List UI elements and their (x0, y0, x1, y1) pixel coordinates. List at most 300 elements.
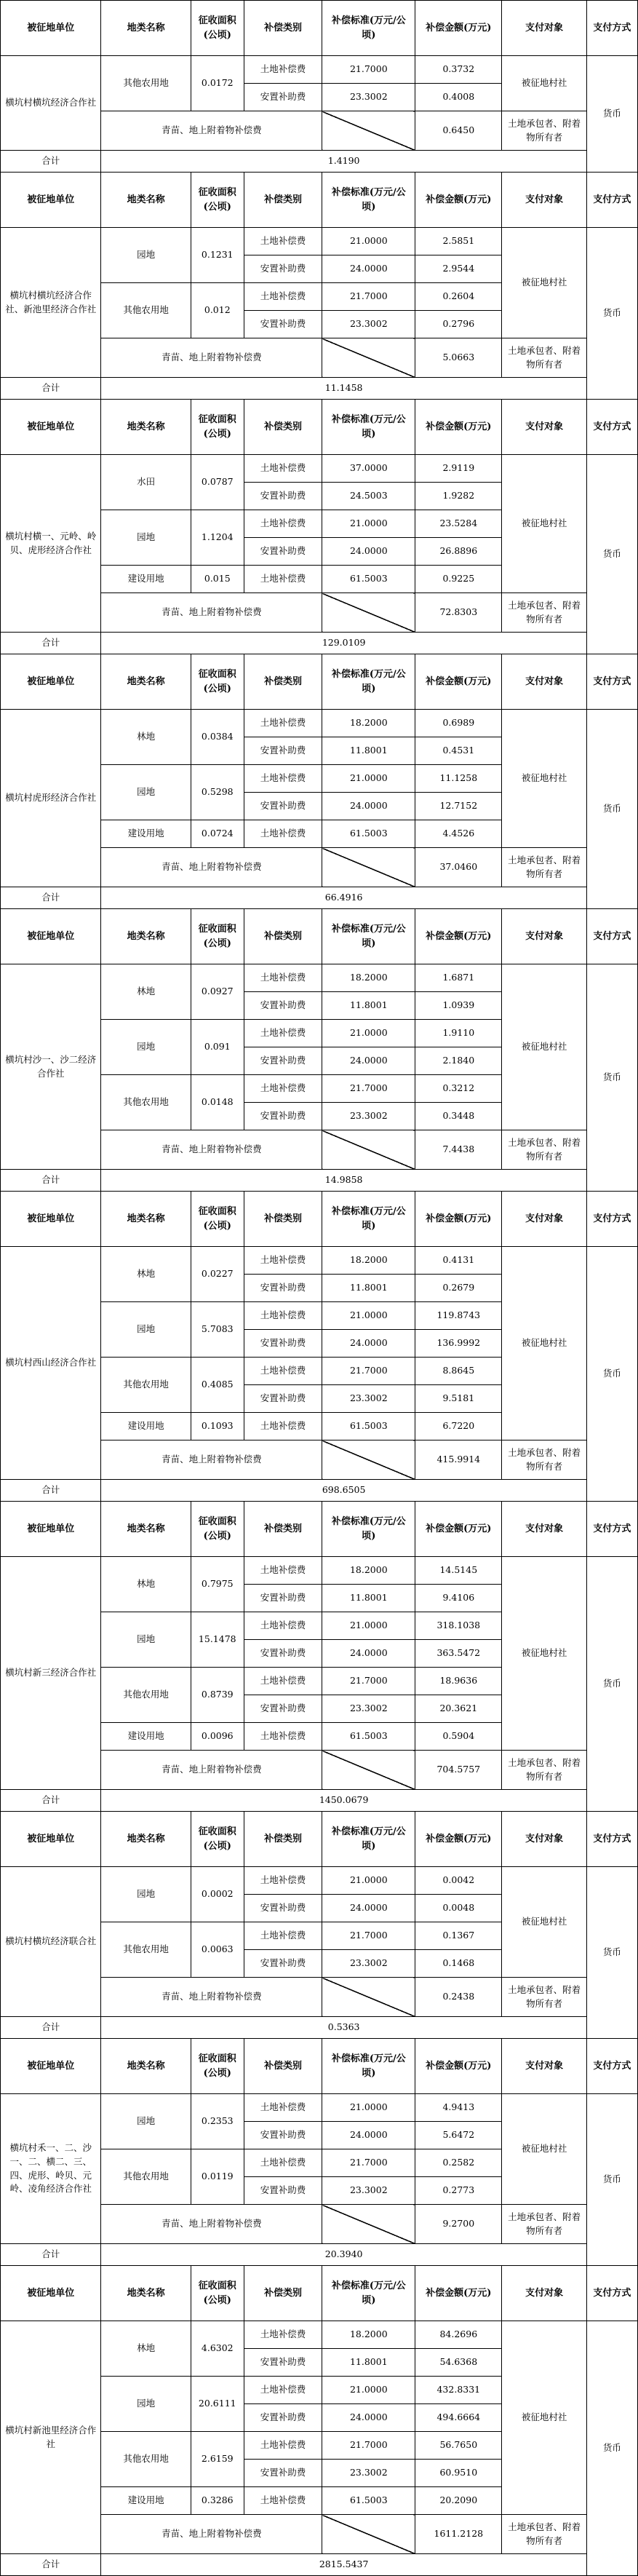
compensation-table-section (0, 2265, 638, 2576)
amount-cell: 23.5284 (415, 510, 502, 538)
standard-cell: 24.0000 (322, 255, 415, 283)
land-type-cell: 林地 (101, 2321, 191, 2377)
amount-cell: 0.2679 (415, 1275, 502, 1302)
header-row (1, 2266, 638, 2321)
area-cell: 0.091 (191, 1020, 244, 1075)
amount-cell: 1.0939 (415, 992, 502, 1020)
amount-cell: 363.5472 (415, 1640, 502, 1668)
standard-cell: 61.5003 (322, 820, 415, 848)
land-type-cell: 林地 (101, 1247, 191, 1302)
standard-cell: 21.0000 (322, 1867, 415, 1895)
unit-cell: 横坑村新三经济合作社 (1, 1557, 101, 1790)
amount-cell: 9.5181 (415, 1385, 502, 1413)
qingmiao-payee-cell: 土地承包者、附着物所有者 (502, 1751, 587, 1790)
column-header: 支付方式 (586, 1502, 637, 1557)
column-header: 被征地单位 (1, 2266, 101, 2321)
table-row (1, 1247, 638, 1275)
header-row (1, 400, 638, 455)
area-cell: 0.8739 (191, 1668, 244, 1723)
standard-cell: 21.7000 (322, 1668, 415, 1695)
area-cell: 15.1478 (191, 1612, 244, 1668)
column-header: 补偿类别 (244, 1, 322, 56)
amount-cell: 0.4008 (415, 84, 502, 111)
standard-cell: 11.8001 (322, 992, 415, 1020)
standard-cell: 21.0000 (322, 1612, 415, 1640)
area-cell: 4.6302 (191, 2321, 244, 2377)
category-cell: 土地补偿费 (244, 820, 322, 848)
amount-cell: 20.3621 (415, 1695, 502, 1723)
category-cell: 土地补偿费 (244, 566, 322, 593)
land-type-cell: 其他农用地 (101, 2432, 191, 2487)
category-cell: 土地补偿费 (244, 1557, 322, 1585)
column-header: 支付方式 (586, 654, 637, 710)
diagonal-slash-cell (322, 1978, 415, 2017)
total-label-cell: 合计 (1, 633, 101, 654)
standard-cell: 11.8001 (322, 2349, 415, 2377)
total-row (1, 151, 638, 173)
amount-cell: 0.2773 (415, 2177, 502, 2205)
area-cell: 0.0724 (191, 820, 244, 848)
unit-cell: 横坑村新池里经济合作社 (1, 2321, 101, 2554)
header-row (1, 173, 638, 228)
column-header: 补偿类别 (244, 2266, 322, 2321)
compensation-table-section (0, 172, 638, 400)
total-amount-cell: 66.4916 (101, 887, 586, 909)
table-row (1, 228, 638, 255)
column-header: 支付方式 (586, 909, 637, 964)
land-type-cell: 其他农用地 (101, 1668, 191, 1723)
qingmiao-label-cell: 青苗、地上附着物补偿费 (101, 111, 322, 151)
unit-cell: 横坑村西山经济合作社 (1, 1247, 101, 1480)
category-cell: 土地补偿费 (244, 1302, 322, 1330)
amount-cell: 0.3448 (415, 1103, 502, 1130)
area-cell: 0.0096 (191, 1723, 244, 1751)
area-cell: 0.0119 (191, 2149, 244, 2205)
standard-cell: 11.8001 (322, 737, 415, 765)
standard-cell: 24.0000 (322, 1330, 415, 1358)
column-header: 支付方式 (586, 1, 637, 56)
land-type-cell: 园地 (101, 228, 191, 283)
column-header: 支付对象 (502, 1192, 587, 1247)
land-type-cell: 建设用地 (101, 1723, 191, 1751)
qingmiao-payee-cell: 土地承包者、附着物所有者 (502, 1978, 587, 2017)
category-cell: 土地补偿费 (244, 455, 322, 483)
column-header: 被征地单位 (1, 2039, 101, 2094)
qingmiao-label-cell: 青苗、地上附着物补偿费 (101, 2205, 322, 2244)
table-row (1, 2094, 638, 2122)
total-amount-cell: 2815.5437 (101, 2554, 586, 2576)
column-header: 地类名称 (101, 400, 191, 455)
qingmiao-payee-cell: 土地承包者、附着物所有者 (502, 2205, 587, 2244)
land-type-cell: 其他农用地 (101, 2149, 191, 2205)
amount-cell: 0.4131 (415, 1247, 502, 1275)
standard-cell: 23.3002 (322, 84, 415, 111)
diagonal-slash-cell (322, 338, 415, 378)
amount-cell: 136.9992 (415, 1330, 502, 1358)
total-row (1, 2554, 638, 2576)
standard-cell: 61.5003 (322, 1723, 415, 1751)
qingmiao-label-cell: 青苗、地上附着物补偿费 (101, 1751, 322, 1790)
amount-cell: 18.9636 (415, 1668, 502, 1695)
unit-cell: 横坑村禾一、二、沙一、二、横二、三、四、虎形、岭贝、元岭、凌角经济合作社 (1, 2094, 101, 2244)
category-cell: 土地补偿费 (244, 510, 322, 538)
column-header: 支付对象 (502, 400, 587, 455)
amount-cell: 20.2090 (415, 2487, 502, 2515)
category-cell: 安置补助费 (244, 1275, 322, 1302)
column-header: 补偿类别 (244, 1502, 322, 1557)
category-cell: 土地补偿费 (244, 56, 322, 84)
standard-cell: 21.7000 (322, 283, 415, 311)
land-type-cell: 园地 (101, 1020, 191, 1075)
column-header: 补偿金额(万元) (415, 2266, 502, 2321)
standard-cell: 23.3002 (322, 1950, 415, 1978)
amount-cell: 318.1038 (415, 1612, 502, 1640)
category-cell: 安置补助费 (244, 992, 322, 1020)
unit-cell: 横坑村横坑经济合作社、新池里经济合作社 (1, 228, 101, 378)
land-type-cell: 园地 (101, 1612, 191, 1668)
payee-cell: 被征地村社 (502, 56, 587, 111)
amount-cell: 0.0048 (415, 1895, 502, 1922)
category-cell: 安置补助费 (244, 255, 322, 283)
column-header: 支付方式 (586, 2039, 637, 2094)
amount-cell: 0.1367 (415, 1922, 502, 1950)
qingmiao-amount-cell: 1611.2128 (415, 2515, 502, 2554)
column-header: 支付方式 (586, 1812, 637, 1867)
total-label-cell: 合计 (1, 1480, 101, 1502)
column-header: 补偿标准(万元/公顷) (322, 1192, 415, 1247)
standard-cell: 61.5003 (322, 1413, 415, 1440)
category-cell: 安置补助费 (244, 737, 322, 765)
total-label-cell: 合计 (1, 1790, 101, 1812)
standard-cell: 18.2000 (322, 710, 415, 737)
column-header: 征收面积(公顷) (191, 1502, 244, 1557)
column-header: 地类名称 (101, 2266, 191, 2321)
amount-cell: 1.9282 (415, 483, 502, 510)
amount-cell: 0.2604 (415, 283, 502, 311)
standard-cell: 18.2000 (322, 1247, 415, 1275)
area-cell: 5.7083 (191, 1302, 244, 1358)
area-cell: 0.4085 (191, 1358, 244, 1413)
standard-cell: 21.0000 (322, 2094, 415, 2122)
payment-method-cell: 货币 (586, 964, 637, 1192)
category-cell: 安置补助费 (244, 1103, 322, 1130)
amount-cell: 0.5904 (415, 1723, 502, 1751)
land-type-cell: 建设用地 (101, 820, 191, 848)
compensation-table-section (0, 2038, 638, 2266)
column-header: 支付对象 (502, 1812, 587, 1867)
amount-cell: 5.6472 (415, 2122, 502, 2149)
amount-cell: 2.9119 (415, 455, 502, 483)
diagonal-slash-cell (322, 111, 415, 151)
column-header: 补偿类别 (244, 1192, 322, 1247)
area-cell: 0.1231 (191, 228, 244, 283)
header-row (1, 654, 638, 710)
payee-cell: 被征地村社 (502, 228, 587, 338)
payment-method-cell: 货币 (586, 1247, 637, 1502)
standard-cell: 24.0000 (322, 538, 415, 566)
header-row (1, 1502, 638, 1557)
column-header: 补偿金额(万元) (415, 173, 502, 228)
qingmiao-label-cell: 青苗、地上附着物补偿费 (101, 848, 322, 887)
total-amount-cell: 0.5363 (101, 2017, 586, 2039)
category-cell: 土地补偿费 (244, 1612, 322, 1640)
category-cell: 安置补助费 (244, 1385, 322, 1413)
standard-cell: 11.8001 (322, 1275, 415, 1302)
standard-cell: 37.0000 (322, 455, 415, 483)
area-cell: 0.0063 (191, 1922, 244, 1978)
table-row (1, 1557, 638, 1585)
category-cell: 土地补偿费 (244, 2487, 322, 2515)
diagonal-slash-cell (322, 1440, 415, 1480)
column-header: 被征地单位 (1, 1502, 101, 1557)
standard-cell: 23.3002 (322, 2460, 415, 2487)
land-type-cell: 其他农用地 (101, 1358, 191, 1413)
area-cell: 0.3286 (191, 2487, 244, 2515)
qingmiao-payee-cell: 土地承包者、附着物所有者 (502, 1440, 587, 1480)
column-header: 地类名称 (101, 173, 191, 228)
column-header: 补偿金额(万元) (415, 654, 502, 710)
payment-method-cell: 货币 (586, 2321, 637, 2576)
column-header: 补偿金额(万元) (415, 1502, 502, 1557)
amount-cell: 54.6368 (415, 2349, 502, 2377)
header-row (1, 909, 638, 964)
table-row (1, 455, 638, 483)
category-cell: 土地补偿费 (244, 2377, 322, 2404)
standard-cell: 61.5003 (322, 2487, 415, 2515)
land-type-cell: 建设用地 (101, 1413, 191, 1440)
total-amount-cell: 1450.0679 (101, 1790, 586, 1812)
table-row (1, 2321, 638, 2349)
amount-cell: 0.6989 (415, 710, 502, 737)
qingmiao-amount-cell: 704.5757 (415, 1751, 502, 1790)
column-header: 补偿金额(万元) (415, 2039, 502, 2094)
payee-cell: 被征地村社 (502, 710, 587, 848)
total-amount-cell: 129.0109 (101, 633, 586, 654)
area-cell: 0.0172 (191, 56, 244, 111)
payee-cell: 被征地村社 (502, 1867, 587, 1978)
payment-method-cell: 货币 (586, 56, 637, 173)
payment-method-cell: 货币 (586, 1557, 637, 1812)
category-cell: 安置补助费 (244, 311, 322, 338)
column-header: 征收面积(公顷) (191, 2039, 244, 2094)
standard-cell: 21.7000 (322, 56, 415, 84)
area-cell: 0.0384 (191, 710, 244, 765)
total-label-cell: 合计 (1, 2244, 101, 2266)
column-header: 补偿标准(万元/公顷) (322, 2266, 415, 2321)
standard-cell: 23.3002 (322, 311, 415, 338)
standard-cell: 18.2000 (322, 2321, 415, 2349)
column-header: 补偿类别 (244, 654, 322, 710)
land-type-cell: 其他农用地 (101, 1075, 191, 1130)
standard-cell: 21.0000 (322, 2377, 415, 2404)
column-header: 征收面积(公顷) (191, 909, 244, 964)
category-cell: 安置补助费 (244, 538, 322, 566)
standard-cell: 21.0000 (322, 765, 415, 793)
qingmiao-payee-cell: 土地承包者、附着物所有者 (502, 848, 587, 887)
total-amount-cell: 1.4190 (101, 151, 586, 173)
column-header: 补偿类别 (244, 2039, 322, 2094)
category-cell: 土地补偿费 (244, 283, 322, 311)
category-cell: 土地补偿费 (244, 228, 322, 255)
amount-cell: 0.4531 (415, 737, 502, 765)
standard-cell: 23.3002 (322, 2177, 415, 2205)
area-cell: 0.0148 (191, 1075, 244, 1130)
category-cell: 土地补偿费 (244, 1668, 322, 1695)
standard-cell: 24.0000 (322, 793, 415, 820)
standard-cell: 61.5003 (322, 566, 415, 593)
qingmiao-payee-cell: 土地承包者、附着物所有者 (502, 593, 587, 633)
column-header: 支付方式 (586, 1192, 637, 1247)
column-header: 支付对象 (502, 173, 587, 228)
column-header: 地类名称 (101, 909, 191, 964)
land-type-cell: 园地 (101, 1867, 191, 1922)
compensation-table-section (0, 1501, 638, 1812)
area-cell: 20.6111 (191, 2377, 244, 2432)
category-cell: 安置补助费 (244, 2404, 322, 2432)
column-header: 补偿类别 (244, 1812, 322, 1867)
area-cell: 2.6159 (191, 2432, 244, 2487)
amount-cell: 14.5145 (415, 1557, 502, 1585)
compensation-table-section (0, 399, 638, 654)
amount-cell: 0.2796 (415, 311, 502, 338)
total-row (1, 1790, 638, 1812)
category-cell: 土地补偿费 (244, 1413, 322, 1440)
column-header: 补偿标准(万元/公顷) (322, 2039, 415, 2094)
qingmiao-amount-cell: 9.2700 (415, 2205, 502, 2244)
column-header: 被征地单位 (1, 400, 101, 455)
amount-cell: 11.1258 (415, 765, 502, 793)
standard-cell: 21.0000 (322, 228, 415, 255)
standard-cell: 24.0000 (322, 2404, 415, 2432)
standard-cell: 24.0000 (322, 1895, 415, 1922)
amount-cell: 2.5851 (415, 228, 502, 255)
column-header: 补偿标准(万元/公顷) (322, 1812, 415, 1867)
column-header: 征收面积(公顷) (191, 1192, 244, 1247)
category-cell: 安置补助费 (244, 2349, 322, 2377)
compensation-table-section (0, 1191, 638, 1502)
payment-method-cell: 货币 (586, 710, 637, 909)
qingmiao-label-cell: 青苗、地上附着物补偿费 (101, 1978, 322, 2017)
diagonal-slash-cell (322, 2515, 415, 2554)
standard-cell: 24.5003 (322, 483, 415, 510)
payment-method-cell: 货币 (586, 1867, 637, 2039)
standard-cell: 21.7000 (322, 2432, 415, 2460)
category-cell: 安置补助费 (244, 483, 322, 510)
standard-cell: 24.0000 (322, 2122, 415, 2149)
qingmiao-amount-cell: 0.6450 (415, 111, 502, 151)
column-header: 支付方式 (586, 173, 637, 228)
standard-cell: 23.3002 (322, 1385, 415, 1413)
compensation-table-section (0, 1811, 638, 2039)
amount-cell: 60.9510 (415, 2460, 502, 2487)
total-row (1, 633, 638, 654)
column-header: 被征地单位 (1, 1192, 101, 1247)
table-row (1, 56, 638, 84)
column-header: 地类名称 (101, 1192, 191, 1247)
amount-cell: 9.4106 (415, 1585, 502, 1612)
category-cell: 安置补助费 (244, 1585, 322, 1612)
qingmiao-label-cell: 青苗、地上附着物补偿费 (101, 593, 322, 633)
standard-cell: 23.3002 (322, 1695, 415, 1723)
standard-cell: 21.0000 (322, 510, 415, 538)
standard-cell: 21.0000 (322, 1020, 415, 1047)
amount-cell: 4.9413 (415, 2094, 502, 2122)
amount-cell: 12.7152 (415, 793, 502, 820)
amount-cell: 0.9225 (415, 566, 502, 593)
area-cell: 0.1093 (191, 1413, 244, 1440)
area-cell: 0.0227 (191, 1247, 244, 1302)
amount-cell: 432.8331 (415, 2377, 502, 2404)
land-type-cell: 其他农用地 (101, 1922, 191, 1978)
column-header: 补偿标准(万元/公顷) (322, 173, 415, 228)
qingmiao-payee-cell: 土地承包者、附着物所有者 (502, 2515, 587, 2554)
qingmiao-amount-cell: 415.9914 (415, 1440, 502, 1480)
total-amount-cell: 14.9858 (101, 1170, 586, 1192)
standard-cell: 21.7000 (322, 1922, 415, 1950)
amount-cell: 0.3732 (415, 56, 502, 84)
column-header: 地类名称 (101, 1, 191, 56)
column-header: 被征地单位 (1, 909, 101, 964)
diagonal-slash-cell (322, 593, 415, 633)
area-cell: 0.015 (191, 566, 244, 593)
column-header: 被征地单位 (1, 173, 101, 228)
payment-method-cell: 货币 (586, 455, 637, 654)
column-header: 补偿金额(万元) (415, 1812, 502, 1867)
amount-cell: 0.1468 (415, 1950, 502, 1978)
category-cell: 土地补偿费 (244, 1075, 322, 1103)
area-cell: 0.5298 (191, 765, 244, 820)
qingmiao-amount-cell: 5.0663 (415, 338, 502, 378)
standard-cell: 24.0000 (322, 1047, 415, 1075)
payee-cell: 被征地村社 (502, 1247, 587, 1440)
area-cell: 0.012 (191, 283, 244, 338)
qingmiao-amount-cell: 7.4438 (415, 1130, 502, 1170)
compensation-table-section (0, 654, 638, 909)
payment-method-cell: 货币 (586, 2094, 637, 2266)
header-row (1, 1812, 638, 1867)
amount-cell: 84.2696 (415, 2321, 502, 2349)
amount-cell: 0.2582 (415, 2149, 502, 2177)
land-type-cell: 园地 (101, 765, 191, 820)
land-type-cell: 水田 (101, 455, 191, 510)
area-cell: 0.0927 (191, 964, 244, 1020)
qingmiao-amount-cell: 72.8303 (415, 593, 502, 633)
category-cell: 安置补助费 (244, 84, 322, 111)
land-type-cell: 园地 (101, 510, 191, 566)
column-header: 补偿标准(万元/公顷) (322, 909, 415, 964)
category-cell: 土地补偿费 (244, 1358, 322, 1385)
payee-cell: 被征地村社 (502, 455, 587, 593)
category-cell: 安置补助费 (244, 2122, 322, 2149)
total-label-cell: 合计 (1, 1170, 101, 1192)
standard-cell: 24.0000 (322, 1640, 415, 1668)
land-type-cell: 其他农用地 (101, 56, 191, 111)
column-header: 支付对象 (502, 2039, 587, 2094)
column-header: 支付对象 (502, 2266, 587, 2321)
column-header: 被征地单位 (1, 1, 101, 56)
column-header: 支付对象 (502, 1502, 587, 1557)
standard-cell: 11.8001 (322, 1585, 415, 1612)
diagonal-slash-cell (322, 1130, 415, 1170)
payee-cell: 被征地村社 (502, 2094, 587, 2205)
total-label-cell: 合计 (1, 2017, 101, 2039)
amount-cell: 494.6664 (415, 2404, 502, 2432)
compensation-table-section (0, 908, 638, 1192)
column-header: 支付对象 (502, 909, 587, 964)
standard-cell: 21.0000 (322, 1302, 415, 1330)
category-cell: 土地补偿费 (244, 1247, 322, 1275)
header-row (1, 1, 638, 56)
